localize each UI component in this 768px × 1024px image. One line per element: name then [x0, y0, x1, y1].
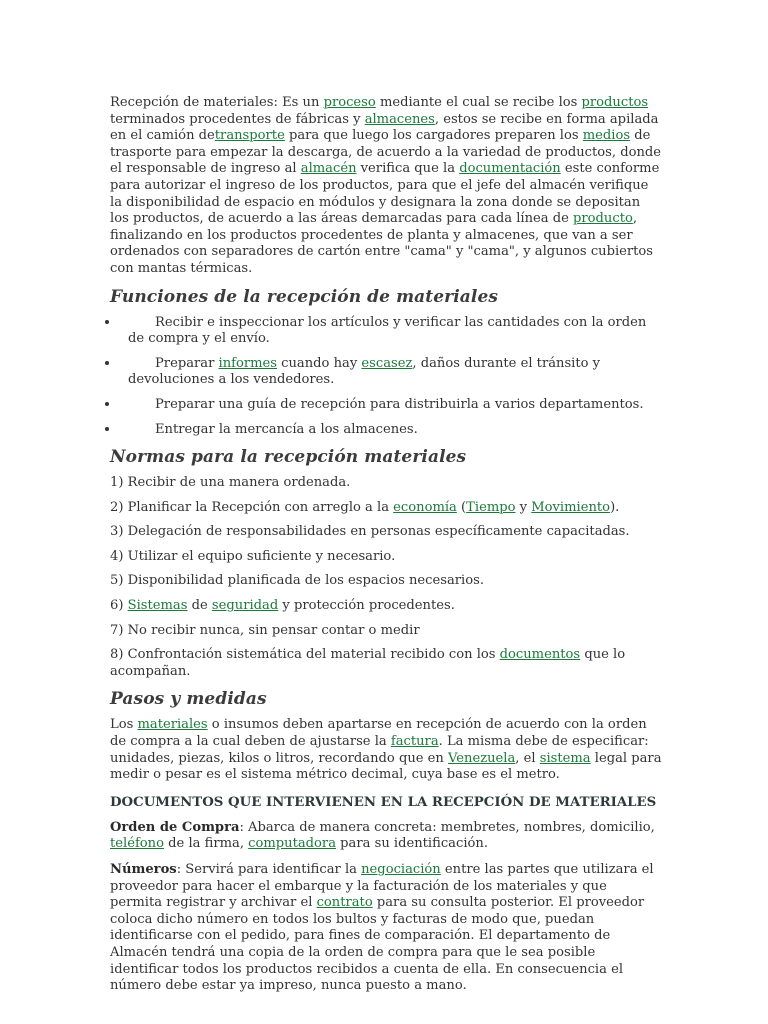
text-segment: 1) Recibir de una manera ordenada. — [110, 475, 351, 491]
text-segment: , finalizando en los productos procedentes de planta y almacenes, que van a ser ordenados con separadores de cartón entre "cama" y "cama", y algunos cubiertos con mantas térmicas. — [110, 211, 654, 276]
text-segment: 3) Delegación de responsabilidades en personas específicamente capacitadas. — [110, 524, 630, 540]
normas-list — [110, 475, 662, 680]
text-segment: este conforme para autorizar el ingreso de los productos, para que el jefe del almacén verifique la disponibilidad de espacio en módulos y designara la zona donde se depositan los productos, de acuerdo a las áreas demarcadas para cada línea de — [110, 161, 660, 227]
text-segment: , el — [515, 750, 540, 766]
norm-item — [110, 598, 662, 615]
heading-documentos: DOCUMENTOS QUE INTERVIENEN EN LA RECEPCIÓN DE MATERIALES — [110, 794, 657, 810]
text-segment: , daños durante el tránsito y devoluciones a los vendedores. — [128, 355, 601, 388]
hyperlink[interactable]: negociación — [361, 862, 441, 877]
text-segment: 8) Confrontación sistemática del material recibido con los — [110, 647, 500, 663]
heading-normas: Normas para la recepción materiales — [110, 447, 467, 468]
text-segment: para que luego los cargadores preparen los — [284, 128, 583, 144]
text-segment: mediante el cual se recibe los — [375, 95, 582, 110]
funciones-list — [110, 315, 662, 439]
text-segment: : Servirá para identificar la — [176, 862, 362, 877]
numeros-paragraph — [110, 862, 662, 995]
hyperlink[interactable]: computadora — [248, 836, 337, 852]
text-segment: 2) Planificar la Recepción con arreglo a la — [110, 499, 394, 515]
hyperlink[interactable]: transporte — [214, 128, 285, 144]
text-segment: y — [515, 499, 532, 515]
text-segment: : Es un — [273, 95, 324, 110]
text-segment: ). — [610, 499, 620, 515]
text-segment: Preparar una guía de recepción para distribuirla a varios departamentos. — [155, 396, 644, 412]
hyperlink[interactable]: teléfono — [110, 836, 164, 852]
hyperlink[interactable]: Sistemas — [127, 598, 188, 614]
text-segment: Los — [110, 717, 138, 733]
text-segment: 4) Utilizar el equipo suficiente y necesario. — [110, 548, 396, 564]
text-segment: , estos se recibe en forma apilada en el camión de — [110, 111, 659, 144]
text-segment: de trasporte para empezar la descarga, de acuerdo a la variedad de productos, donde el responsable de ingreso al — [110, 128, 662, 177]
norm-item — [110, 524, 662, 541]
text-segment: 7) No recibir nunca, sin pensar contar o medir — [110, 622, 420, 638]
hyperlink[interactable]: seguridad — [211, 598, 279, 614]
text-segment: para su consulta posterior. El proveedor coloca dicho número en todos los bultos y facturas de modo que, puedan identificarse con el pedido, para fines de comparación. El departamento de Almacén tendrá una copia de la orden de compra para que le sea posible identificar todos los productos recibidos a cuenta de ella. En consecuencia el número debe estar ya impreso, nunca puesto a mano. — [110, 895, 645, 994]
norm-item — [110, 500, 662, 517]
text-segment: terminados procedentes de fábricas y — [110, 111, 365, 127]
list-item — [110, 356, 662, 389]
hyperlink[interactable]: proceso — [323, 95, 376, 110]
hyperlink[interactable]: documentación — [459, 161, 561, 177]
text-segment: 5) Disponibilidad planificada de los espacios necesarios. — [110, 573, 484, 589]
orden-compra-paragraph — [110, 820, 662, 853]
bullet-icon — [105, 361, 109, 365]
text-segment: verifica que la — [356, 161, 460, 177]
text-segment: legal para medir o pesar es el sistema métrico decimal, cuya base es el metro. — [110, 750, 662, 783]
text-segment: y protección procedentes. — [278, 598, 455, 614]
text-segment: . La misma debe de especificar: unidades, piezas, kilos o litros, recordando que en — [110, 734, 649, 766]
hyperlink[interactable]: factura — [390, 734, 439, 750]
hyperlink[interactable]: escasez — [361, 355, 413, 371]
intro-paragraph — [110, 95, 662, 278]
text-segment: Entregar la mercancía a los almacenes. — [155, 421, 418, 437]
hyperlink[interactable]: producto — [573, 211, 633, 227]
hyperlink[interactable]: productos — [581, 95, 649, 110]
list-item — [110, 422, 662, 439]
hyperlink[interactable]: economía — [393, 499, 457, 515]
norm-item — [110, 475, 662, 492]
hyperlink[interactable]: medios — [582, 128, 631, 144]
hyperlink[interactable]: materiales — [137, 717, 208, 733]
heading-funciones: Funciones de la recepción de materiales — [110, 286, 499, 307]
hyperlink[interactable]: almacenes — [364, 111, 435, 127]
list-item — [110, 397, 662, 414]
bullet-icon — [105, 320, 109, 324]
text-segment: Recibir e inspeccionar los artículos y verificar las cantidades con la orden de compra y el envío. — [128, 314, 647, 347]
orden-compra-label: Orden de Compra — [110, 819, 240, 835]
text-segment: entre las partes que utilizara el proveedor para hacer el embarque y la facturación de los materiales y que permita registrar y archivar el — [110, 862, 654, 911]
text-segment: o insumos deben apartarse en recepción de acuerdo con la orden de compra a la cual deben de ajustarse la — [110, 717, 647, 750]
list-item — [110, 315, 662, 348]
hyperlink[interactable]: Movimiento — [531, 499, 611, 515]
bullet-icon — [105, 427, 109, 431]
bullet-icon — [105, 402, 109, 406]
text-segment: de la firma, — [164, 836, 249, 852]
text-segment: cuando hay — [277, 355, 362, 371]
hyperlink[interactable]: Tiempo — [466, 499, 516, 515]
text-segment: Preparar — [155, 355, 219, 371]
hyperlink[interactable]: informes — [218, 355, 277, 371]
text-segment: de — [187, 598, 212, 614]
norm-item — [110, 647, 662, 680]
text-segment: 6) — [110, 598, 128, 614]
heading-pasos: Pasos y medidas — [110, 689, 267, 710]
numeros-label: Números — [110, 862, 177, 877]
norm-item — [110, 549, 662, 566]
hyperlink[interactable]: almacén — [300, 161, 357, 177]
text-segment: Recepción de materiales — [110, 95, 274, 110]
hyperlink[interactable]: sistema — [539, 750, 591, 766]
hyperlink[interactable]: contrato — [316, 895, 373, 911]
text-segment: : Abarca de manera concreta: membretes, nombres, domicilio, — [239, 819, 655, 835]
text-segment: que lo acompañan. — [110, 647, 626, 679]
document-page — [110, 95, 662, 1004]
hyperlink[interactable]: documentos — [499, 647, 581, 663]
norm-item — [110, 623, 662, 640]
text-segment: ( — [456, 499, 467, 515]
hyperlink[interactable]: Venezuela — [448, 750, 516, 766]
text-segment: para su identificación. — [336, 836, 488, 852]
pasos-paragraph — [110, 717, 662, 783]
norm-item — [110, 573, 662, 590]
